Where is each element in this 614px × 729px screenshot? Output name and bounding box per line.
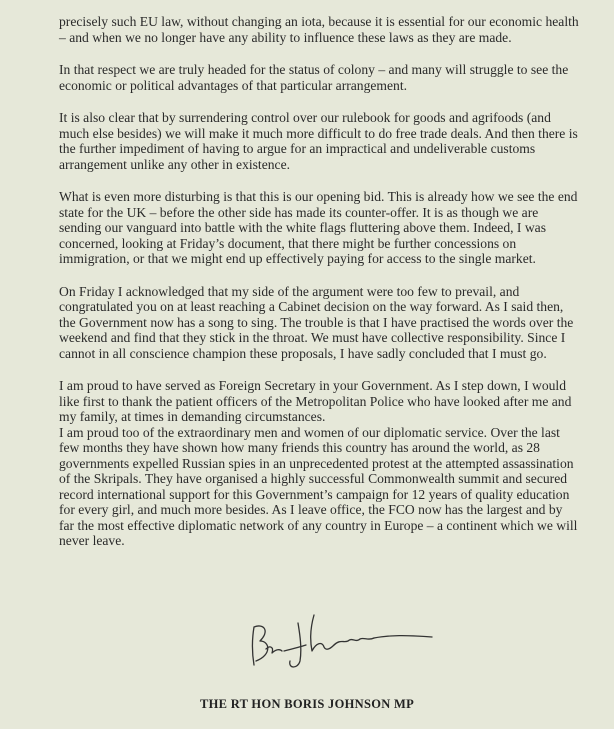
paragraph-diplomatic-service: I am proud too of the extraordinary men and women of our diplomatic service. Over the last few months they have shown how many friends this country has around the world, as 28 governments expelled Russian spies in an unprecedented protest at the attempted assassination of the Skripals. They have organised a highly successful Commonwealth summit and secured record international support for this Government’s campaign for 12 years of quality education for every girl, and much more besides. As I leave office, the FCO now has the largest and by far the most effective diplomatic network of any country in Europe – a continent which we will never leave.: [59, 424, 578, 548]
paragraph-opening-bid: What is even more disturbing is that this is our opening bid. This is already how we see the end state for the UK – before the other side has made its counter-offer. It is as though we are sending our vanguard into battle with the white flags fluttering above them. Indeed, I was concerned, looking at Friday’s document, that there might be further concessions on immigration, or that we might end up effectively paying for access to the single market.: [59, 189, 578, 266]
signature-image: [240, 605, 440, 675]
letter-body: [59, 14, 579, 566]
paragraph-rulebook: It is also clear that by surrendering control over our rulebook for goods and agrifoods (and much else besides) we will make it much more difficult to do free trade deals. And then there is the further impediment of having to argue for an impractical and undeliverable customs arrangement unlike any other in existence.: [59, 110, 578, 172]
paragraph-eu-law: precisely such EU law, without changing an iota, because it is essential for our economic health – and when we no longer have any ability to influence these laws as they are made.: [59, 14, 579, 45]
paragraph-colony: In that respect we are truly headed for the status of colony – and many will struggle to see the economic or political advantages of that particular arrangement.: [59, 62, 569, 93]
paragraph-foreign-secretary: I am proud to have served as Foreign Secretary in your Government. As I step down, I would like first to thank the patient officers of the Metropolitan Police who have looked after me and my family, at times in demanding circumstances.: [59, 378, 572, 424]
signoff-name: THE RT HON BORIS JOHNSON MP: [199, 697, 415, 711]
paragraph-friday: On Friday I acknowledged that my side of the argument were too few to prevail, and congratulated you on at least reaching a Cabinet decision on the way forward. As I said then, the Government now has a song to sing. The trouble is that I have practised the words over the weekend and find that they stick in the throat. We must have collective responsibility. Since I cannot in all conscience champion these proposals, I have sadly concluded that I must go.: [59, 283, 574, 361]
